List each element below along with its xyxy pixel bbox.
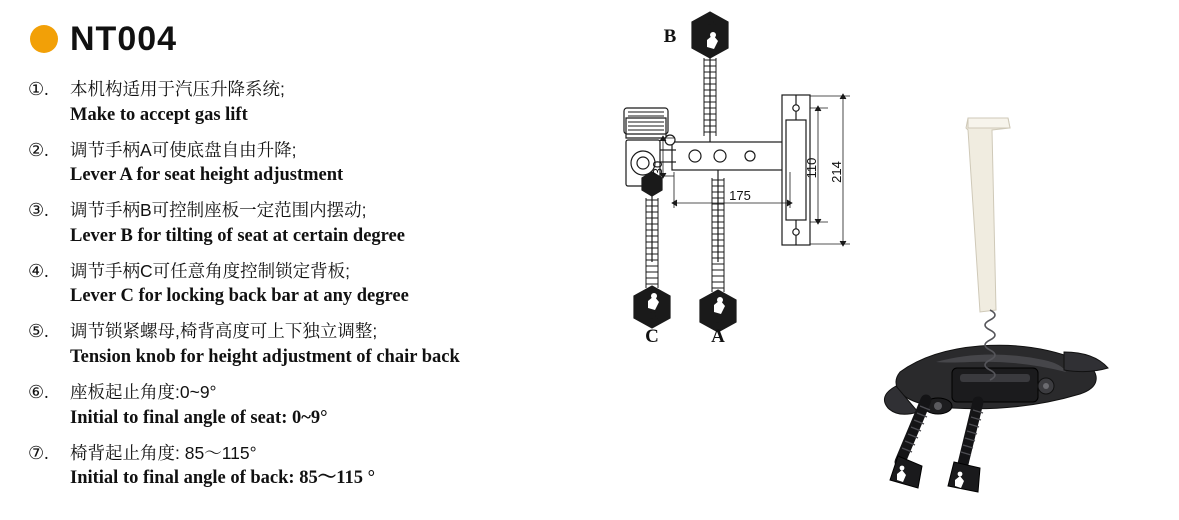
list-item-english: Make to accept gas lift	[70, 104, 248, 125]
dimension-175: 175	[729, 188, 751, 203]
bullet-icon	[30, 25, 58, 53]
list-item-number: ③.	[28, 200, 49, 221]
list-item-english: Tension knob for height adjustment of chair back	[70, 347, 460, 367]
list-item-chinese: 椅背起止角度: 85～115°	[70, 442, 257, 463]
list-item-chinese: 调节手柄C可任意角度控制锁定背板;	[70, 260, 350, 281]
list-item-chinese: 调节锁紧螺母,椅背高度可上下独立调整;	[70, 321, 378, 342]
lift-tag-top: LIFT	[703, 19, 717, 26]
feature-list	[28, 78, 588, 502]
list-item-number: ④.	[28, 260, 49, 281]
product-illustration-panel	[600, 0, 1179, 520]
lift-tag-left: LIFT	[645, 313, 659, 320]
list-item-chinese: 本机构适用于汽压升降系统;	[70, 79, 285, 99]
list-item-english: Lever B for tilting of seat at certain degree	[70, 225, 405, 246]
list-item-chinese: 调节手柄B可控制座板一定范围内摆动;	[70, 200, 367, 221]
page-title	[30, 22, 177, 56]
list-item	[28, 78, 588, 128]
lever-label-b: B	[663, 26, 677, 47]
dimension-214: 214	[829, 161, 844, 183]
list-item-number: ⑦.	[28, 442, 49, 463]
list-item-number: ②.	[28, 139, 49, 160]
list-item-number: ⑥.	[28, 381, 49, 402]
product-photo	[840, 110, 1179, 510]
list-item-chinese: 座板起止角度:0~9°	[70, 381, 217, 402]
list-item-english: Lever A for seat height adjustment	[70, 165, 344, 186]
list-item-number: ①.	[28, 79, 49, 99]
lift-tag-right: LIFT	[711, 317, 725, 324]
chassis-body	[884, 345, 1108, 414]
list-item-number: ⑤.	[28, 321, 49, 342]
list-item	[28, 139, 588, 189]
list-item-english: Initial to final angle of seat: 0~9°	[70, 407, 328, 428]
list-item-english: Initial to final angle of back: 85～115 °	[70, 468, 375, 489]
lever-label-a: A	[711, 326, 725, 347]
dimension-30: 30	[650, 160, 665, 176]
list-item	[28, 442, 588, 492]
back-post	[966, 118, 1010, 312]
list-item-chinese: 调节手柄A可使底盘自由升降;	[70, 139, 297, 160]
list-item	[28, 320, 588, 370]
dimension-110: 110	[804, 157, 819, 179]
list-item-english: Lever C for locking back bar at any degree	[70, 286, 409, 307]
list-item	[28, 260, 588, 310]
lever-bellows-right	[948, 402, 983, 492]
list-item	[28, 199, 588, 249]
lever-label-c: C	[645, 326, 659, 347]
list-item	[28, 381, 588, 431]
product-code: NT004	[70, 20, 178, 58]
